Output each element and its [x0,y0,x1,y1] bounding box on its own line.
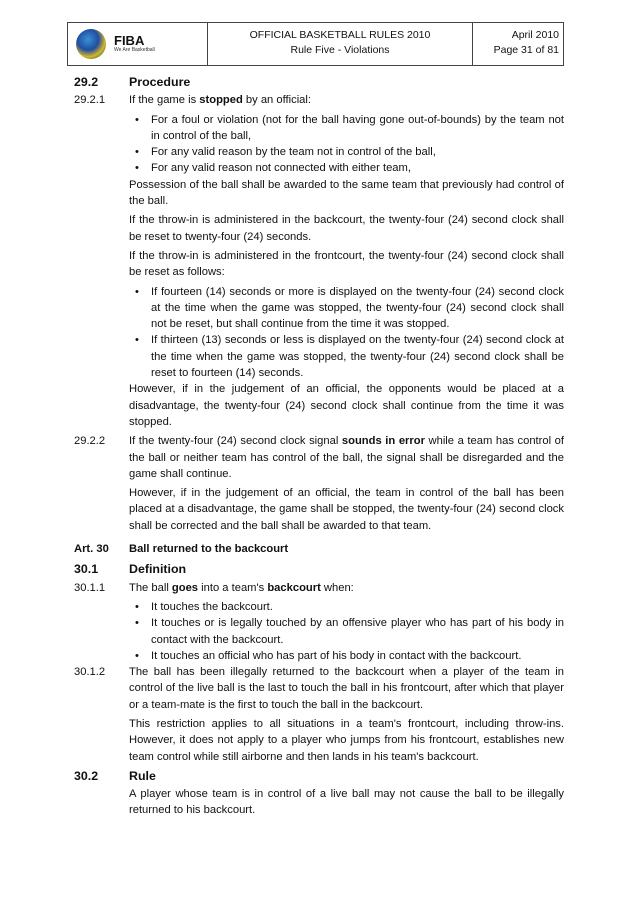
paragraph: A player whose team is in control of a live ball may not cause the ball to be illegally returned to his backcourt. [129,788,564,817]
doc-date: April 2010 [511,29,559,41]
clause-30-1-2 [74,664,564,768]
section-number: 29.2 [74,75,99,89]
paragraph: Possession of the ball shall be awarded to the same team that previously had control of the ball. [129,178,564,208]
clause-number: 29.2.2 [74,435,106,448]
clause-number: 30.1.2 [74,666,106,679]
paragraph: If the throw-in is administered in the backcourt, the twenty-four (24) second clock shall be reset to twenty-four (24) seconds. [129,214,564,243]
list-item: • It touches the backcourt. [151,599,564,615]
basketball-globe-icon [76,29,106,59]
doc-title: OFFICIAL BASKETBALL RULES 2010 [249,29,431,41]
clause-29-2-2: 29.2.2 If the twenty-four (24) second clock signal sounds in error while a team has control of the ball or neither team has control of the ball, the signal shall be disregarded and the game shall continue. However, if in the judgement of an official, the team in control of the ball has been placed at a disadvantage, the game shall be stopped, the twenty-four (24) second clock shall be corrected and the ball shall be awarded to that team. [74,433,564,537]
paragraph: However, if in the judgement of an official, the team in control of the ball has been placed at a disadvantage, the game shall be stopped, the twenty-four (24) second clock shall be corrected and the ball shall be awarded to that team. [129,487,564,532]
list-item: • If fourteen (14) seconds or more is displayed on the twenty-four (24) second clock at the time when the game was stopped, the twenty-four (24) second clock shall not be reset, but shall continue from the time it was stopped. [151,284,564,333]
page-header [67,22,564,66]
paragraph: If the throw-in is administered in the frontcourt, the twenty-four (24) second clock shall be reset as follows: [129,249,564,279]
page-number: Page 31 of 81 [493,44,559,56]
logo-tagline: We Are Basketball [114,47,155,53]
paragraph: This restriction applies to all situations in a team's frontcourt, including throw-ins. However, it does not apply to a player who jumps from his frontcourt, establishes new team control while still airborne and then lands in his team's backcourt. [129,717,564,763]
section-number: 30.1 [74,562,99,577]
paragraph: However, if in the judgement of an official, the opponents would be placed at a disadvantage, the twenty-four (24) second clock shall continue from the time it was stopped. [129,383,564,428]
doc-subtitle: Rule Five - Violations [290,44,390,56]
list-item: • For a foul or violation (not for the ball having gone out-of-bounds) by the team not in control of the ball, [151,112,564,145]
section-title: Definition [129,562,187,577]
list-item: • If thirteen (13) seconds or less is displayed on the twenty-four (24) second clock at the time when the game was stopped, the twenty-four (24) second clock shall be reset to fourteen (14) seconds. [151,332,564,381]
bullet-list [129,284,564,382]
list-item: • For any valid reason not connected with either team, [151,160,564,176]
clause-number: 29.2.1 [74,94,106,107]
clause-30-2 [74,786,564,822]
clause-number: 30.1.1 [74,581,106,594]
bullet-list [129,112,564,177]
section-title: Procedure [129,75,191,89]
clause-30-1-1: 30.1.1 The ball goes into a team's backcourt when: • It touches the backcourt. • It touches or is legally touched by an offensive player who has part of his body in contact with the backcourt. • It touches an official who has part of his body in contact with the backcourt. [74,580,564,664]
paragraph: The ball has been illegally returned to the backcourt when a player of the team in control of the live ball is the last to touch the ball in his frontcourt, after which that player or a team-mate is the first to touch the ball in the backcourt. [129,666,564,711]
keyword: sounds in error [341,435,425,448]
logo-text: FIBA [114,33,145,48]
clause-29-2-1: 29.2.1 If the game is stopped by an official: • For a foul or violation (not for the ball having gone out-of-bounds) by the team not in control of the ball, • For any valid reason by the team not in control of the ball, • For any valid reason not connected with either team, Possession of the ball shall be awarded to the same team that previously had control of the ball. If the throw-in is administered in the backcourt, the twenty-four (24) second clock shall be reset to twenty-four (24) seconds. If the throw-in is administered in the frontcourt, the twenty-four (24) second clock shall be reset as follows: • If fourteen (14) seconds or more is displayed on the twenty-four (24) second clock at the time when the game was stopped, the twenty-four (24) second clock shall not be reset, but shall continue from the time it was stopped. • If thirteen (13) seconds or less is displayed on the twenty-four (24) second clock at the time when the game was stopped, the twenty-four (24) second clock shall be reset to fourteen (14) seconds. However, if in the judgement of an official, the opponents would be placed at a disadvantage, the twenty-four (24) second clock shall continue from the time it was stopped. [74,92,564,433]
section-title: Rule [129,768,156,783]
article-heading: Art. 30 Ball returned to the backcourt [74,543,289,556]
list-item: • It touches or is legally touched by an offensive player who has part of his body in contact with the backcourt. [151,615,564,648]
document-body [74,74,564,822]
section-number: 30.2 [74,768,99,783]
fiba-logo [68,23,208,65]
list-item: • For any valid reason by the team not in control of the ball, [151,144,564,160]
keyword: stopped [199,94,243,107]
list-item: • It touches an official who has part of his body in contact with the backcourt. [151,648,564,664]
bullet-list [129,599,564,664]
